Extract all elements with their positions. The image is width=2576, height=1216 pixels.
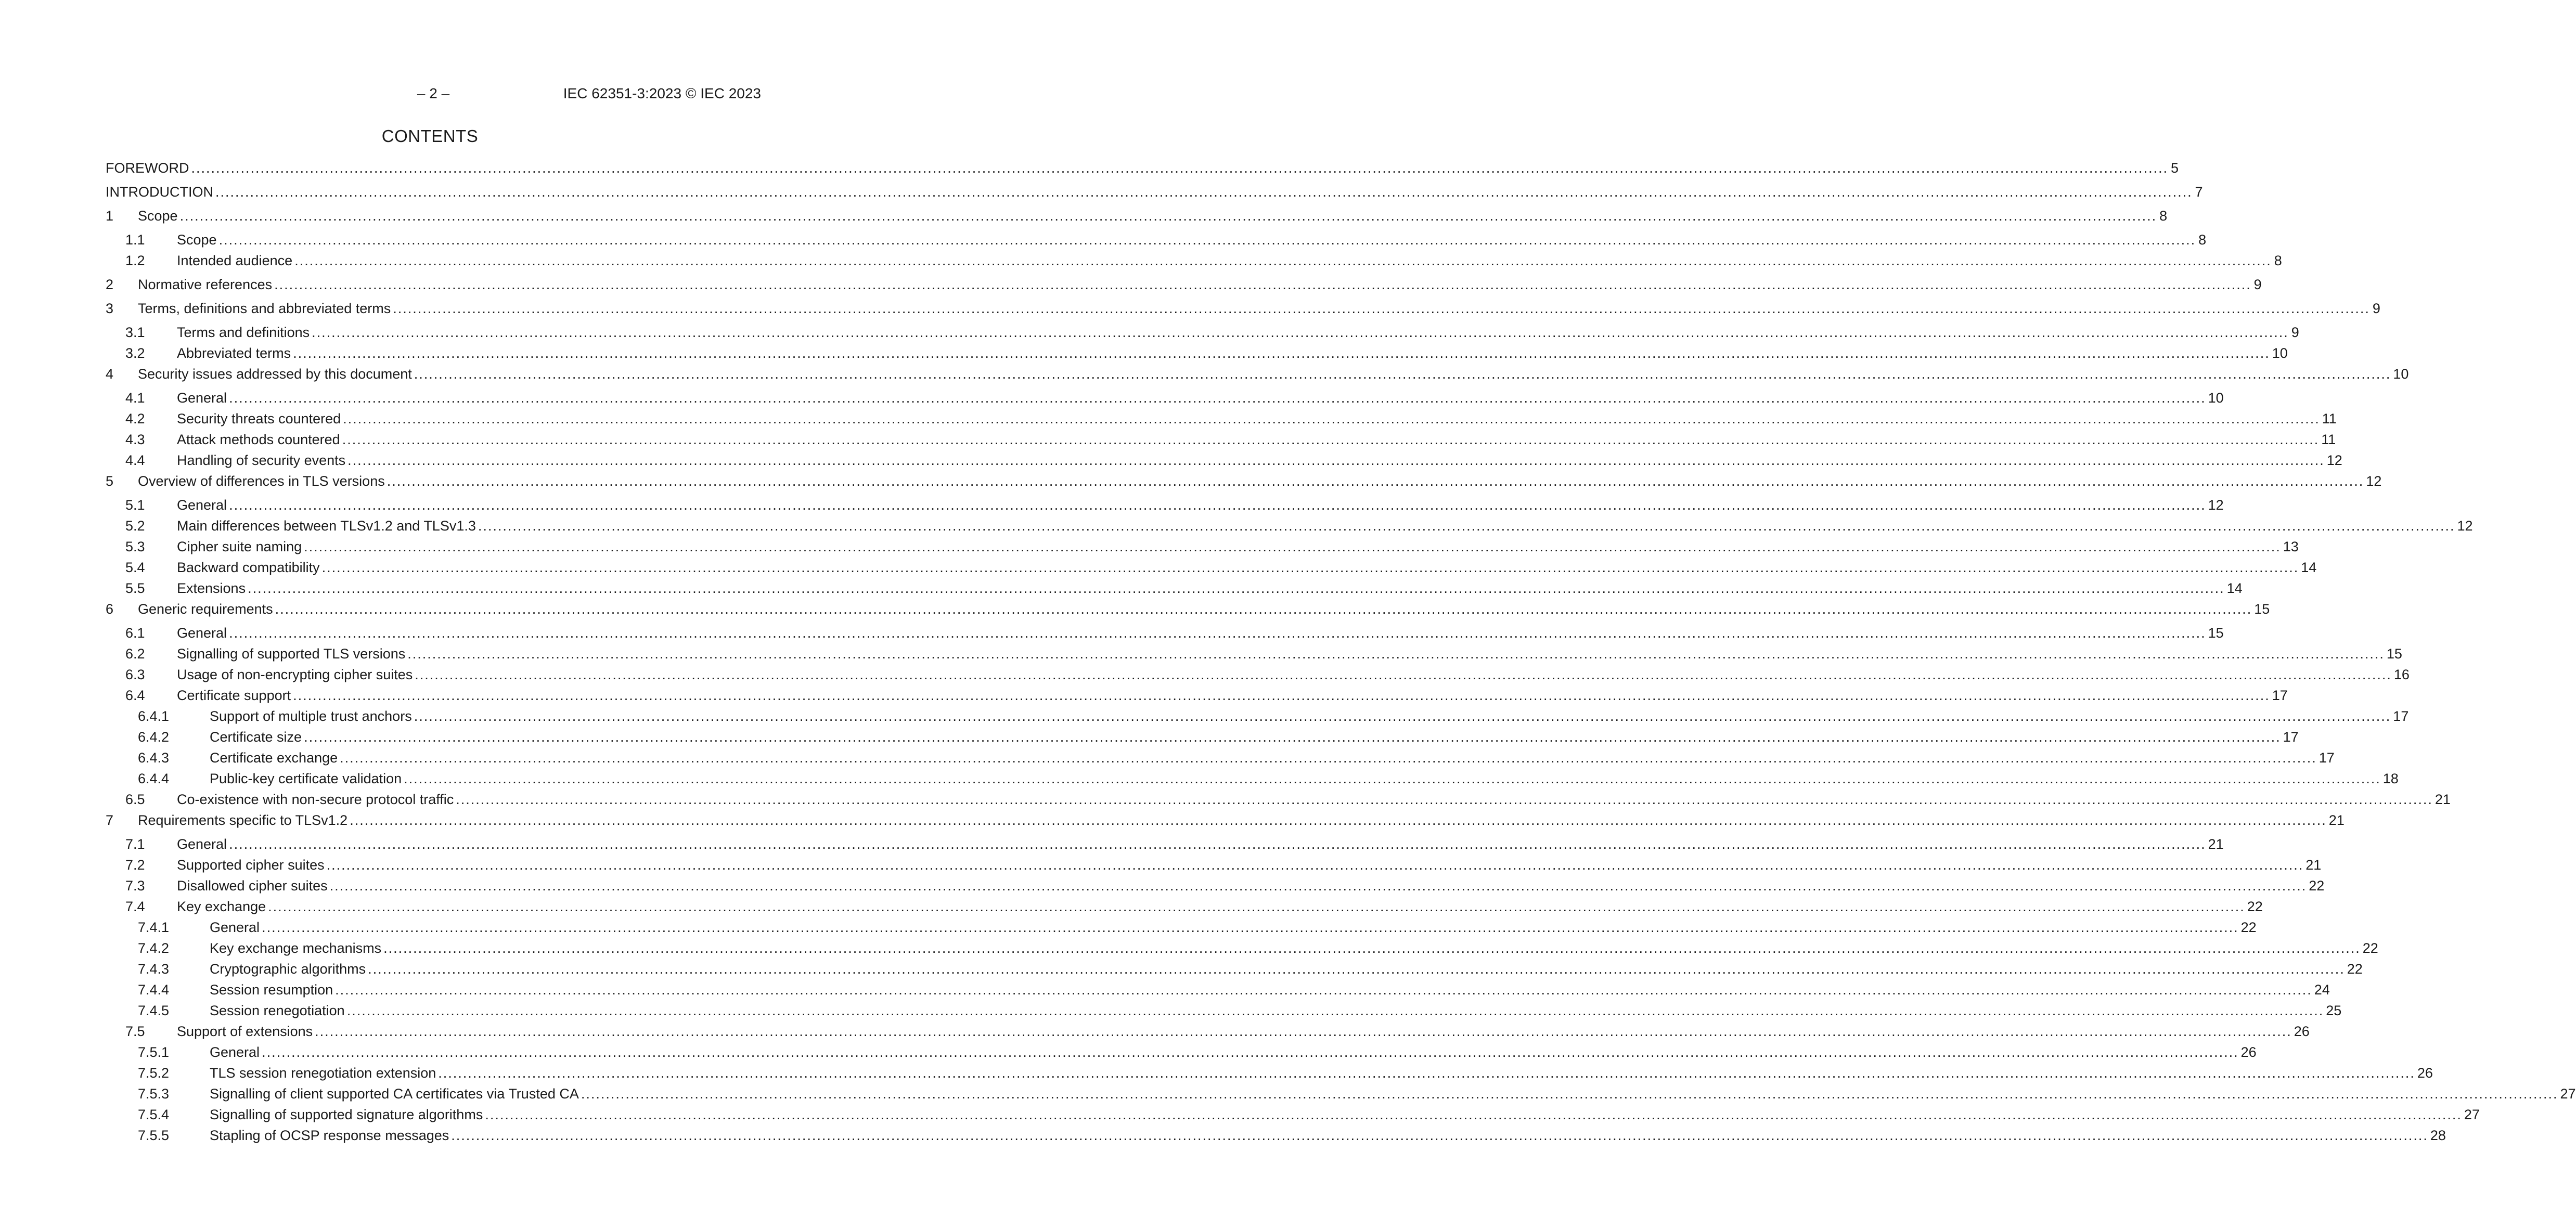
dot-leader: ................................................................................................................................................................................................................................................................................................................................................................................................................	[262, 1044, 2239, 1060]
toc-entry-title: Signalling of client supported CA certificates via Trusted CA	[210, 1086, 579, 1102]
toc-entry-number: 2	[106, 277, 114, 292]
dot-leader: ................................................................................................................................................................................................................................................................................................................................................................................................................	[229, 836, 2206, 852]
toc-entry-page: 10	[2272, 345, 2288, 361]
toc-entry[interactable]	[106, 250, 2282, 271]
dot-leader: ................................................................................................................................................................................................................................................................................................................................................................................................................	[248, 580, 2225, 596]
toc-entry-number: 4.2	[125, 411, 145, 426]
toc-entry[interactable]	[106, 917, 2257, 938]
toc-entry-page: 12	[2457, 518, 2473, 534]
toc-entry[interactable]	[106, 495, 2224, 515]
toc-entry-number: 7.4	[125, 899, 145, 914]
dot-leader: ................................................................................................................................................................................................................................................................................................................................................................................................................	[414, 708, 2391, 724]
toc-entry-title: Session renegotiation	[210, 1003, 345, 1018]
toc-entry-number: 1.1	[125, 232, 145, 248]
toc-entry-title: General	[210, 1044, 260, 1060]
dot-leader: ................................................................................................................................................................................................................................................................................................................................................................................................................	[414, 366, 2391, 382]
dot-leader: ................................................................................................................................................................................................................................................................................................................................................................................................................	[407, 646, 2385, 662]
toc-entry-number: 5.2	[125, 518, 145, 534]
toc-entry[interactable]	[106, 959, 2363, 979]
toc-entry[interactable]	[106, 387, 2224, 408]
toc-entry-page: 22	[2309, 878, 2325, 894]
dot-leader: ................................................................................................................................................................................................................................................................................................................................................................................................................	[326, 857, 2304, 873]
toc-entry-number: 6.1	[125, 625, 145, 641]
toc-entry-number: 7.4.3	[138, 961, 170, 977]
dot-leader: ................................................................................................................................................................................................................................................................................................................................................................................................................	[342, 432, 2320, 447]
toc-entry-title: Terms, definitions and abbreviated terms	[138, 301, 391, 316]
toc-entry-number: 6.5	[125, 792, 145, 807]
toc-entry-number: 3.2	[125, 345, 145, 361]
toc-entry-title: Certificate support	[177, 688, 291, 703]
dot-leader: ................................................................................................................................................................................................................................................................................................................................................................................................................	[347, 452, 2325, 468]
toc-entry-title: Cryptographic algorithms	[210, 961, 366, 977]
dot-leader: ................................................................................................................................................................................................................................................................................................................................................................................................................	[229, 390, 2206, 406]
toc-entry-page: 5	[2171, 160, 2179, 176]
toc-entry-page: 12	[2208, 497, 2224, 513]
toc-entry-number: 7.5.1	[138, 1044, 170, 1060]
toc-entry[interactable]	[106, 1000, 2342, 1021]
toc-entry-page: 18	[2382, 771, 2399, 786]
dot-leader: ................................................................................................................................................................................................................................................................................................................................................................................................................	[315, 1024, 2292, 1039]
toc-entry-page: 22	[2347, 961, 2363, 977]
document-id: IEC 62351-3:2023 © IEC 2023	[563, 85, 761, 101]
dot-leader: ................................................................................................................................................................................................................................................................................................................................................................................................................	[229, 497, 2206, 513]
toc-entry-title: Cipher suite naming	[177, 539, 302, 554]
toc-entry[interactable]	[106, 274, 2262, 295]
toc-entry-title: TLS session renegotiation extension	[210, 1065, 436, 1081]
toc-entry[interactable]	[106, 1042, 2257, 1063]
dot-leader: ................................................................................................................................................................................................................................................................................................................................................................................................................	[581, 1086, 2558, 1102]
toc-entry-page: 7	[2195, 184, 2203, 200]
toc-entry[interactable]	[106, 623, 2224, 643]
page-number: – 2 –	[417, 85, 450, 101]
toc-entry-number: 7	[106, 812, 114, 828]
toc-entry-page: 10	[2208, 390, 2224, 406]
dot-leader: ................................................................................................................................................................................................................................................................................................................................................................................................................	[478, 518, 2455, 534]
toc-entry[interactable]	[106, 557, 2317, 578]
toc-entry-number: 7.5.2	[138, 1065, 170, 1081]
dot-leader: ................................................................................................................................................................................................................................................................................................................................................................................................................	[293, 345, 2270, 361]
toc-entry-page: 22	[2362, 940, 2378, 956]
dot-leader: ................................................................................................................................................................................................................................................................................................................................................................................................................	[321, 560, 2299, 575]
toc-entry-number: 5.3	[125, 539, 145, 554]
toc-entry-number: 7.4.5	[138, 1003, 170, 1018]
dot-leader: ................................................................................................................................................................................................................................................................................................................................................................................................................	[415, 667, 2392, 682]
toc-entry[interactable]	[106, 855, 2322, 875]
toc-entry[interactable]	[106, 1083, 2576, 1104]
toc-entry-number: 7.5.4	[138, 1107, 170, 1122]
toc-entry[interactable]	[106, 834, 2224, 855]
toc-entry-title: Usage of non-encrypting cipher suites	[177, 667, 413, 682]
toc-entry-title: Signalling of supported signature algorithms	[210, 1107, 483, 1122]
toc-entry-number: 7.3	[125, 878, 145, 894]
dot-leader: ................................................................................................................................................................................................................................................................................................................................................................................................................	[294, 253, 2272, 268]
toc-entry-number: 7.1	[125, 836, 145, 852]
toc-entry-page: 17	[2319, 750, 2335, 766]
toc-entry-page: 27	[2560, 1086, 2576, 1102]
toc-entry-title: Overview of differences in TLS versions	[138, 473, 385, 489]
toc-entry[interactable]	[106, 515, 2473, 536]
toc-entry[interactable]	[106, 182, 2203, 202]
toc-entry-number: 6.4	[125, 688, 145, 703]
toc-entry-page: 25	[2326, 1003, 2342, 1018]
toc-entry-page: 17	[2272, 688, 2288, 703]
toc-entry[interactable]	[106, 747, 2335, 768]
toc-entry[interactable]	[106, 364, 2409, 384]
toc-entry-title: Support of multiple trust anchors	[210, 708, 412, 724]
dot-leader: ................................................................................................................................................................................................................................................................................................................................................................................................................	[346, 1003, 2324, 1018]
dot-leader: ................................................................................................................................................................................................................................................................................................................................................................................................................	[229, 625, 2206, 641]
dot-leader: ................................................................................................................................................................................................................................................................................................................................................................................................................	[335, 982, 2312, 998]
toc-entry-number: 6.4.4	[138, 771, 170, 786]
toc-entry-number: 5	[106, 473, 114, 489]
toc-entry-title: Attack methods countered	[177, 432, 340, 447]
toc-entry-number: 6.2	[125, 646, 145, 662]
toc-entry[interactable]	[106, 429, 2336, 450]
toc-entry-title: Key exchange	[177, 899, 266, 914]
dot-leader: ................................................................................................................................................................................................................................................................................................................................................................................................................	[383, 940, 2361, 956]
dot-leader: ................................................................................................................................................................................................................................................................................................................................................................................................................	[218, 232, 2196, 248]
dot-leader: ................................................................................................................................................................................................................................................................................................................................................................................................................	[404, 771, 2381, 786]
toc-entry-page: 9	[2372, 301, 2380, 316]
toc-entry-number: 6.4.2	[138, 729, 170, 745]
dot-leader: ................................................................................................................................................................................................................................................................................................................................................................................................................	[350, 812, 2327, 828]
dot-leader: ................................................................................................................................................................................................................................................................................................................................................................................................................	[191, 160, 2169, 176]
toc-entry-title: Session resumption	[210, 982, 333, 998]
toc-entry-title: Scope	[177, 232, 217, 248]
toc-entry-number: 7.4.1	[138, 920, 170, 935]
dot-leader: ................................................................................................................................................................................................................................................................................................................................................................................................................	[215, 184, 2193, 200]
dot-leader: ................................................................................................................................................................................................................................................................................................................................................................................................................	[456, 792, 2433, 807]
toc-entry[interactable]	[106, 810, 2345, 831]
toc-entry-number: 4.3	[125, 432, 145, 447]
toc-entry-title: Main differences between TLSv1.2 and TLSv1.3	[177, 518, 476, 534]
toc-entry-title: Handling of security events	[177, 452, 346, 468]
dot-leader: ................................................................................................................................................................................................................................................................................................................................................................................................................	[368, 961, 2345, 977]
toc-entry-title: Key exchange mechanisms	[210, 940, 382, 956]
toc-entry-page: 8	[2198, 232, 2207, 248]
toc-entry-title: Co-existence with non-secure protocol traffic	[177, 792, 454, 807]
toc-entry[interactable]	[106, 298, 2380, 319]
toc-entry-number: 3	[106, 301, 114, 316]
dot-leader: ................................................................................................................................................................................................................................................................................................................................................................................................................	[343, 411, 2320, 426]
toc-entry-number: 7.5.3	[138, 1086, 170, 1102]
toc-entry[interactable]	[106, 875, 2325, 896]
dot-leader: ................................................................................................................................................................................................................................................................................................................................................................................................................	[304, 729, 2281, 745]
toc-entry-page: 27	[2464, 1107, 2480, 1122]
toc-entry[interactable]	[106, 938, 2378, 959]
dot-leader: ................................................................................................................................................................................................................................................................................................................................................................................................................	[304, 539, 2281, 554]
toc-entry-page: 10	[2393, 366, 2409, 382]
toc-entry-number: 6.4.1	[138, 708, 170, 724]
toc-entry[interactable]	[106, 643, 2402, 664]
toc-entry[interactable]	[106, 896, 2263, 917]
toc-entry-title: Terms and definitions	[177, 325, 310, 340]
toc-entry-page: 26	[2240, 1044, 2257, 1060]
toc-entry-page: 11	[2321, 432, 2336, 447]
toc-entry-title: Requirements specific to TLSv1.2	[138, 812, 348, 828]
toc-entry-title: General	[177, 497, 227, 513]
toc-entry-title: Supported cipher suites	[177, 857, 325, 873]
toc-entry-page: 21	[2208, 836, 2224, 852]
toc-entry-title: Certificate size	[210, 729, 302, 745]
toc-entry-page: 12	[2366, 473, 2382, 489]
toc-entry[interactable]	[106, 1104, 2480, 1125]
toc-entry-title: Security issues addressed by this document	[138, 366, 412, 382]
toc-entry-number: 4.4	[125, 452, 145, 468]
toc-entry-title: Scope	[138, 208, 178, 224]
toc-entry-page: 21	[2435, 792, 2451, 807]
toc-entry[interactable]	[106, 685, 2288, 706]
toc-entry-page: 22	[2240, 920, 2257, 935]
toc-entry-title: Abbreviated terms	[177, 345, 291, 361]
toc-entry-page: 15	[2254, 601, 2270, 617]
dot-leader: ................................................................................................................................................................................................................................................................................................................................................................................................................	[293, 688, 2270, 703]
toc-entry-page: 9	[2291, 325, 2299, 340]
toc-entry-page: 13	[2283, 539, 2299, 554]
dot-leader: ................................................................................................................................................................................................................................................................................................................................................................................................................	[312, 325, 2289, 340]
contents-heading: CONTENTS	[381, 126, 479, 146]
toc-entry-page: 17	[2393, 708, 2409, 724]
toc-entry-title: INTRODUCTION	[106, 184, 213, 200]
toc-entry[interactable]	[106, 979, 2330, 1000]
toc-entry-number: 6	[106, 601, 114, 617]
toc-entry-number: 6.3	[125, 667, 145, 682]
toc-entry-page: 24	[2314, 982, 2330, 998]
toc-entry-number: 7.5	[125, 1024, 145, 1039]
toc-entry[interactable]	[106, 343, 2288, 364]
toc-entry-number: 5.4	[125, 560, 145, 575]
toc-entry[interactable]	[106, 408, 2337, 429]
toc-entry-number: 5.5	[125, 580, 145, 596]
toc-entry[interactable]	[106, 471, 2382, 491]
toc-entry-title: Intended audience	[177, 253, 293, 268]
dot-leader: ................................................................................................................................................................................................................................................................................................................................................................................................................	[268, 899, 2245, 914]
toc-entry[interactable]	[106, 599, 2270, 619]
toc-entry-page: 17	[2283, 729, 2299, 745]
dot-leader: ................................................................................................................................................................................................................................................................................................................................................................................................................	[393, 301, 2370, 316]
toc-entry[interactable]	[106, 789, 2451, 810]
toc-entry[interactable]	[106, 1063, 2433, 1083]
toc-entry-title: General	[177, 836, 227, 852]
toc-entry-number: 7.5.5	[138, 1128, 170, 1143]
toc-entry-number: 7.4.4	[138, 982, 170, 998]
toc-entry-number: 6.4.3	[138, 750, 170, 766]
toc-entry-page: 8	[2274, 253, 2282, 268]
toc-entry-title: Public-key certificate validation	[210, 771, 402, 786]
toc-entry-title: Disallowed cipher suites	[177, 878, 328, 894]
toc-entry-number: 1.2	[125, 253, 145, 268]
dot-leader: ................................................................................................................................................................................................................................................................................................................................................................................................................	[179, 208, 2157, 224]
toc-entry-number: 7.2	[125, 857, 145, 873]
toc-entry-title: Extensions	[177, 580, 246, 596]
toc-entry-page: 12	[2326, 452, 2342, 468]
dot-leader: ................................................................................................................................................................................................................................................................................................................................................................................................................	[387, 473, 2364, 489]
page-header	[106, 84, 761, 103]
toc-entry[interactable]	[106, 664, 2410, 685]
toc-entry-number: 4	[106, 366, 114, 382]
toc-entry[interactable]	[106, 229, 2207, 250]
toc-entry-title: General	[210, 920, 260, 935]
toc-entry-number: 5.1	[125, 497, 145, 513]
toc-entry-page: 26	[2417, 1065, 2433, 1081]
dot-leader: ................................................................................................................................................................................................................................................................................................................................................................................................................	[262, 920, 2239, 935]
toc-entry[interactable]	[106, 322, 2299, 343]
toc-entry[interactable]	[106, 1125, 2446, 1146]
toc-entry[interactable]	[106, 158, 2179, 178]
toc-entry[interactable]	[106, 727, 2299, 747]
toc-entry-number: 3.1	[125, 325, 145, 340]
toc-entry-page: 8	[2159, 208, 2168, 224]
toc-entry-title: General	[177, 390, 227, 406]
toc-entry-page: 15	[2208, 625, 2224, 641]
dot-leader: ................................................................................................................................................................................................................................................................................................................................................................................................................	[329, 878, 2307, 894]
toc-entry-title: Support of extensions	[177, 1024, 313, 1039]
toc-entry[interactable]	[106, 205, 2168, 226]
toc-entry[interactable]	[106, 536, 2299, 557]
dot-leader: ................................................................................................................................................................................................................................................................................................................................................................................................................	[451, 1128, 2428, 1143]
toc-entry[interactable]	[106, 1021, 2310, 1042]
dot-leader: ................................................................................................................................................................................................................................................................................................................................................................................................................	[485, 1107, 2462, 1122]
toc-entry-page: 21	[2328, 812, 2345, 828]
toc-entry-page: 21	[2305, 857, 2322, 873]
toc-entry-title: Certificate exchange	[210, 750, 338, 766]
toc-entry-number: 4.1	[125, 390, 145, 406]
toc-entry[interactable]	[106, 450, 2342, 471]
dot-leader: ................................................................................................................................................................................................................................................................................................................................................................................................................	[274, 277, 2251, 292]
dot-leader: ................................................................................................................................................................................................................................................................................................................................................................................................................	[340, 750, 2317, 766]
toc-entry-number: 7.4.2	[138, 940, 170, 956]
toc-entry-page: 15	[2386, 646, 2402, 662]
toc-entry-title: Security threats countered	[177, 411, 341, 426]
toc-entry[interactable]	[106, 706, 2409, 727]
toc-entry-page: 14	[2226, 580, 2243, 596]
toc-entry-title: Generic requirements	[138, 601, 273, 617]
toc-entry-title: Signalling of supported TLS versions	[177, 646, 406, 662]
toc-entry-number: 1	[106, 208, 114, 224]
toc-entry-page: 28	[2430, 1128, 2446, 1143]
toc-entry-page: 9	[2253, 277, 2262, 292]
toc-entry-page: 14	[2301, 560, 2317, 575]
toc-entry-page: 11	[2322, 411, 2337, 426]
toc-entry[interactable]	[106, 768, 2399, 789]
toc-entry-title: Stapling of OCSP response messages	[210, 1128, 449, 1143]
toc-entry-title: FOREWORD	[106, 160, 189, 176]
toc-entry-title: Normative references	[138, 277, 273, 292]
toc-entry-page: 16	[2393, 667, 2410, 682]
toc-entry-page: 26	[2294, 1024, 2310, 1039]
toc-entry[interactable]	[106, 578, 2243, 599]
toc-entry-title: General	[177, 625, 227, 641]
toc-entry-title: Backward compatibility	[177, 560, 320, 575]
toc-entry-page: 22	[2247, 899, 2263, 914]
dot-leader: ................................................................................................................................................................................................................................................................................................................................................................................................................	[438, 1065, 2415, 1081]
dot-leader: ................................................................................................................................................................................................................................................................................................................................................................................................................	[275, 601, 2252, 617]
